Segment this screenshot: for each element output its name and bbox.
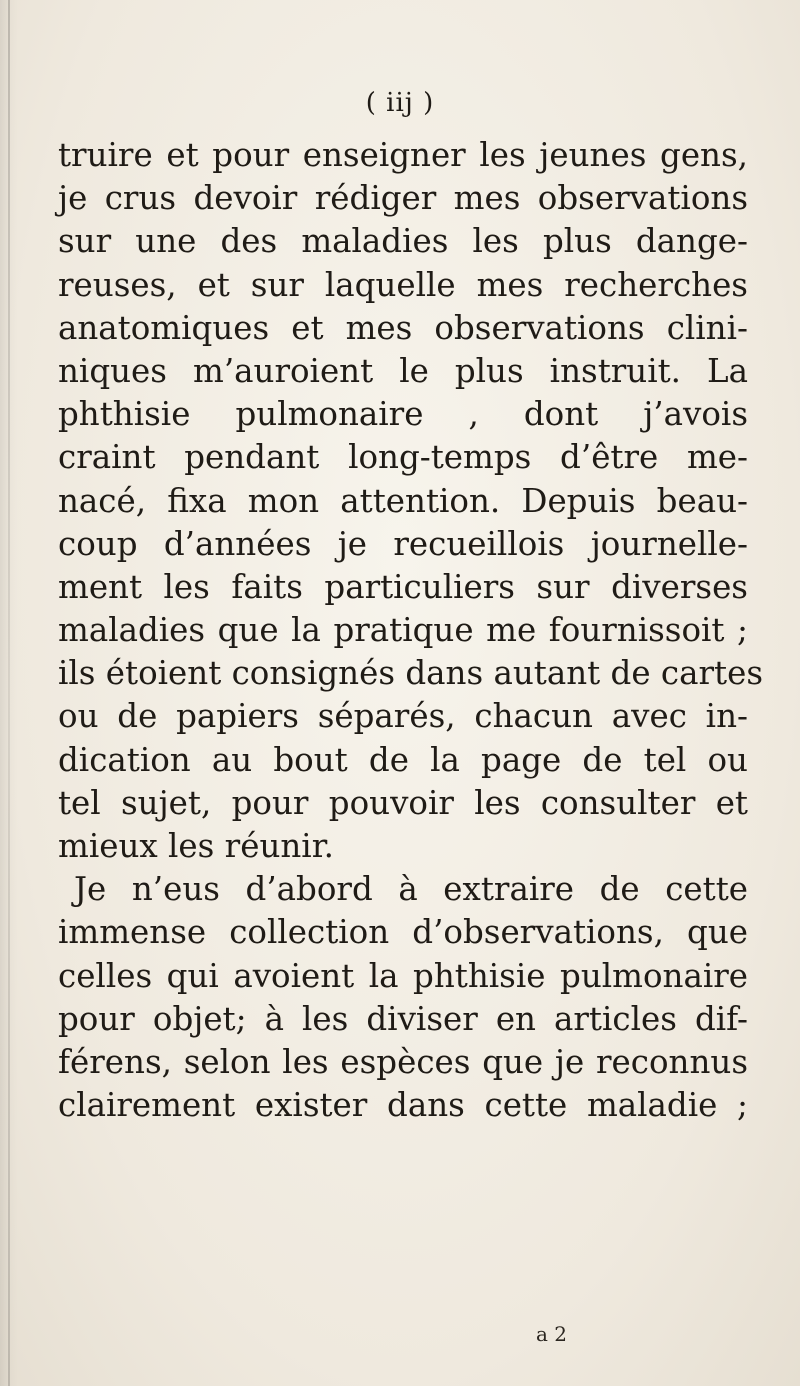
text-line-12: maladies que la pratique me fournissoit ;: [58, 611, 748, 650]
text-line-2: je crus devoir rédiger mes observations: [58, 179, 748, 218]
text-line-21: pour objet; à les diviser en articles dif-: [58, 999, 748, 1038]
text-line-22: férens, selon les espèces que je reconnus: [58, 1042, 748, 1081]
text-line-8: craint pendant long-temps d’être me-: [58, 438, 748, 477]
body-text: [58, 134, 764, 1127]
text-line-4: reuses, et sur laquelle mes recherches: [58, 265, 748, 304]
text-line-20: celles qui avoient la phthisie pulmonaire: [58, 956, 748, 995]
signature-mark: a 2: [536, 1322, 568, 1346]
page-gutter: [8, 0, 10, 1386]
text-line-19: immense collection d’observations, que: [58, 913, 748, 952]
text-line-13: ils étoient consignés dans autant de cartes: [58, 654, 764, 693]
text-line-15: dication au bout de la page de tel ou: [58, 740, 748, 779]
text-line-16: tel sujet, pour pouvoir les consulter et: [58, 783, 748, 822]
text-line-9: nacé, fixa mon attention. Depuis beau-: [58, 481, 748, 520]
page-number: ( iij ): [365, 88, 435, 118]
text-line-7: phthisie pulmonaire , dont j’avois: [58, 395, 748, 434]
text-line-23: clairement exister dans cette maladie ;: [58, 1086, 748, 1125]
text-line-6: niques m’auroient le plus instruit. La: [58, 351, 748, 390]
text-line-5: anatomiques et mes observations clini-: [58, 308, 748, 347]
text-line-10: coup d’années je recueillois journelle-: [58, 524, 748, 563]
text-line-17: mieux les réunir.: [58, 827, 334, 865]
text-line-18: Je n’eus d’abord à extraire de cette: [74, 870, 748, 909]
text-line-14: ou de papiers séparés, chacun avec in-: [58, 697, 748, 736]
text-line-11: ment les faits particuliers sur diverses: [58, 567, 748, 606]
text-line-3: sur une des maladies les plus dange-: [58, 222, 748, 261]
text-line-1: truire et pour enseigner les jeunes gens,: [58, 136, 748, 174]
